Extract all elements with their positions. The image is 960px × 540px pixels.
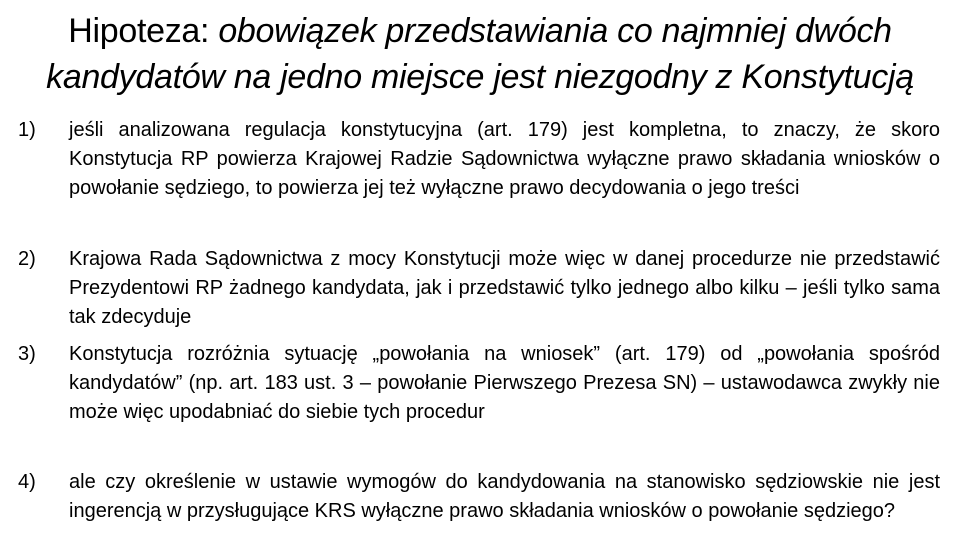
- list-item-text: jeśli analizowana regulacja konstytucyjna (art. 179) jest kompletna, to znaczy, że skoro Konstytucja RP powierza Krajowej Radzie Sądownictwa wyłączne prawo składania wniosków o powołanie sędziego, to powierza jej też wyłączne prawo decydowania o jego treści: [69, 119, 940, 199]
- list-item-number: 4): [18, 471, 36, 493]
- title-text: obowiązek przedstawiania co najmniej dwóch kandydatów na jedno miejsce jest niezgodny z Konstytucją: [46, 12, 914, 96]
- list-item-text: Konstytucja rozróżnia sytuację „powołania na wniosek” (art. 179) od „powołania spośród kandydatów” (np. art. 183 ust. 3 – powołanie Pierwszego Prezesa SN) – ustawodawca zwykły nie może więc upodabniać do siebie tych procedur: [69, 343, 940, 423]
- list-item-number: 1): [18, 119, 36, 141]
- list-item-number: 3): [18, 343, 36, 365]
- title-label: Hipoteza:: [68, 12, 210, 50]
- list-item-text: Krajowa Rada Sądownictwa z mocy Konstytucji może więc w danej procedurze nie przedstawić Prezydentowi RP żadnego kandydata, jak i przedstawić tylko jednego albo kilku – jeśli tylko sama tak zdecyduje: [69, 248, 940, 328]
- list-item-text: ale czy określenie w ustawie wymogów do kandydowania na stanowisko sędziowskie nie jest ingerencją w przysługujące KRS wyłączne prawo składania wniosków o powołanie sędziego?: [69, 471, 940, 522]
- list-item-number: 2): [18, 248, 36, 270]
